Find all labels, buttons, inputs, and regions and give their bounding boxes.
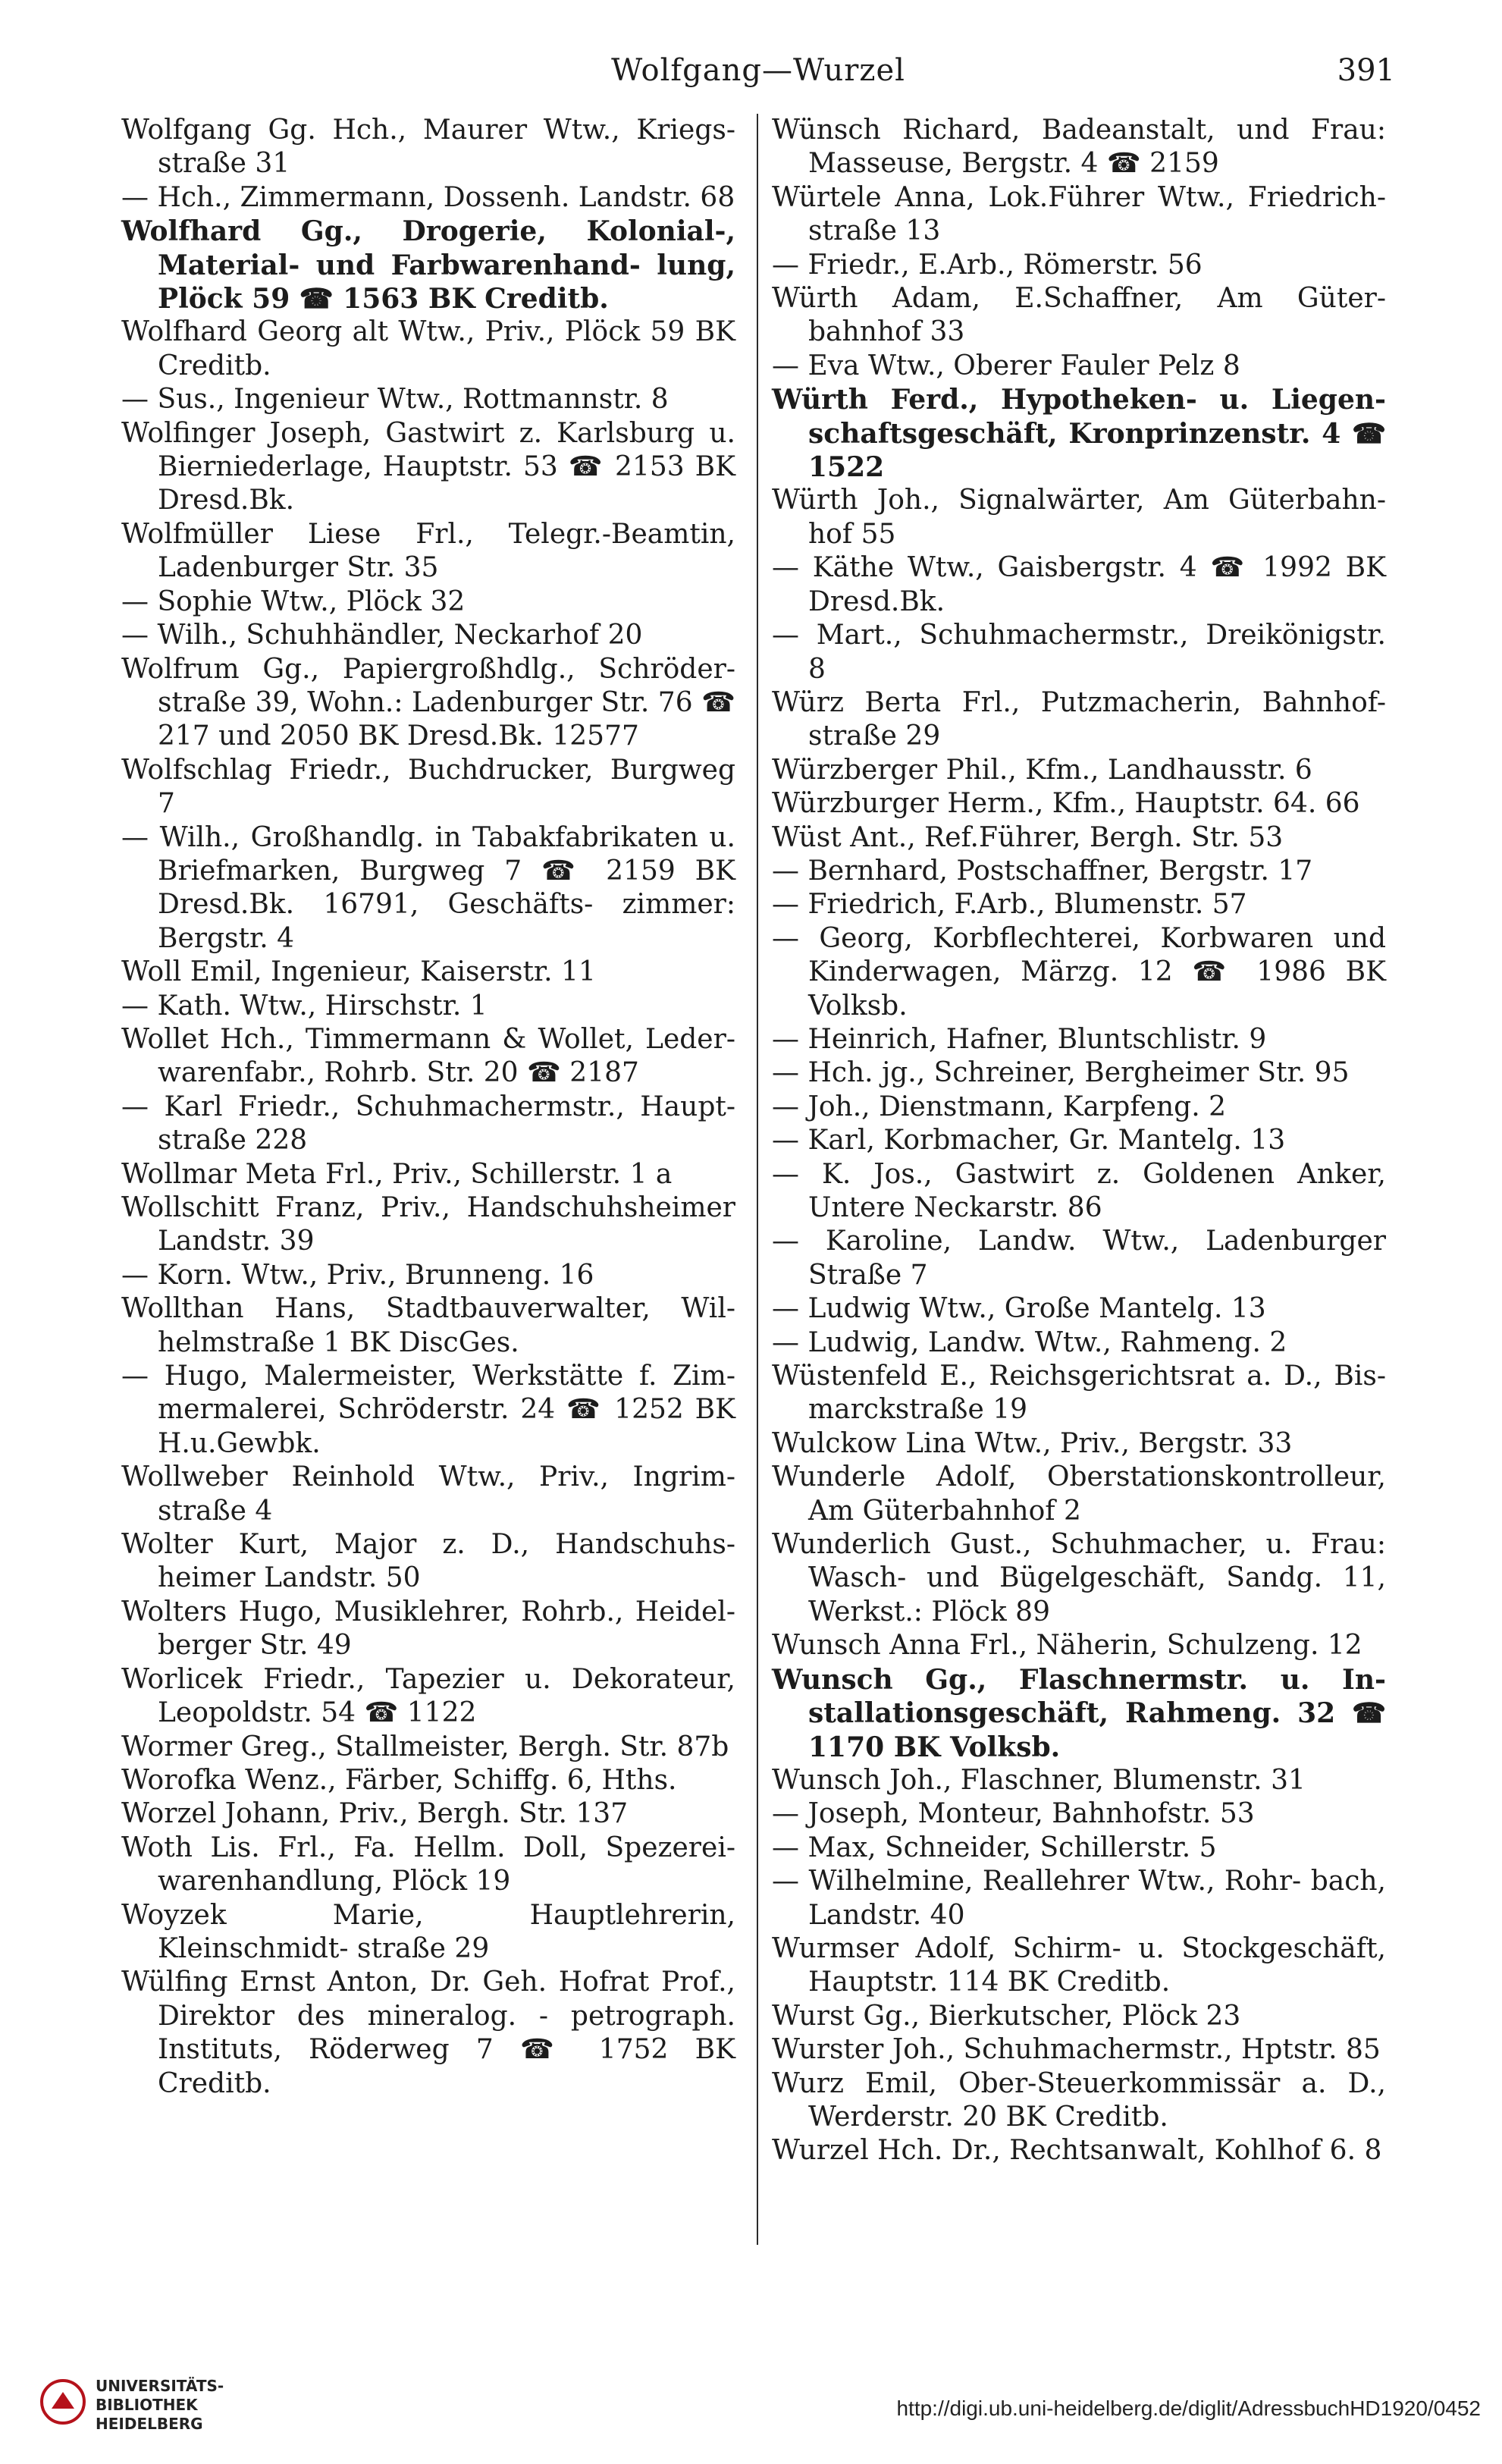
directory-entry: — Ludwig Wtw., Große Mantelg. 13 [772, 1293, 1266, 1325]
directory-entry: Wolfhard Georg alt Wtw., Priv., Plöck 59 BK Creditb. [121, 316, 735, 381]
left-column [121, 114, 735, 2101]
directory-entry: — Korn. Wtw., Priv., Brunneng. 16 [121, 1259, 594, 1291]
directory-entry: Wollweber Reinhold Wtw., Priv., Ingrim- straße 4 [121, 1461, 735, 1527]
directory-entry: Würtele Anna, Lok.Führer Wtw., Friedrich- straße 13 [772, 181, 1386, 247]
page-header [121, 46, 1395, 99]
logo-line: BIBLIOTHEK [96, 2396, 198, 2414]
directory-entry: Wollmar Meta Frl., Priv., Schillerstr. 1 a [121, 1158, 673, 1190]
directory-entry: Würth Joh., Signalwärter, Am Güterbahn- hof 55 [772, 485, 1386, 550]
directory-entry: Wunsch Gg., Flaschnermstr. u. In- stallationsgeschäft, Rahmeng. 32 ☎ 1170 BK Volksb. [772, 1663, 1386, 1763]
directory-entry: Wurzel Hch. Dr., Rechtsanwalt, Kohlhof 6. 8 [772, 2135, 1382, 2167]
directory-entry: — Georg, Korbflechterei, Korbwaren und Kinderwagen, Märzg. 12 ☎ 1986 BK Volksb. [772, 922, 1386, 1022]
logo-line: UNIVERSITÄTS- [96, 2377, 224, 2395]
directory-entry: Wurst Gg., Bierkutscher, Plöck 23 [772, 2000, 1241, 2032]
directory-entry: — Sus., Ingenieur Wtw., Rottmannstr. 8 [121, 384, 669, 416]
directory-entry: Würzberger Phil., Kfm., Landhausstr. 6 [772, 754, 1312, 786]
library-seal-icon [39, 2378, 86, 2425]
directory-entry: — Max, Schneider, Schillerstr. 5 [772, 1832, 1217, 1863]
directory-entry: Wurz Emil, Ober-Steuerkommissär a. D., Werderstr. 20 BK Creditb. [772, 2067, 1386, 2133]
directory-entry: — Friedrich, F.Arb., Blumenstr. 57 [772, 889, 1247, 921]
directory-entry: — Ludwig, Landw. Wtw., Rahmeng. 2 [772, 1326, 1287, 1358]
directory-entry: — Karl Friedr., Schuhmachermstr., Haupt- straße 228 [121, 1091, 735, 1157]
directory-entry: Wüst Ant., Ref.Führer, Bergh. Str. 53 [772, 821, 1284, 853]
directory-entry: — Hch. jg., Schreiner, Bergheimer Str. 95 [772, 1057, 1350, 1089]
directory-entry: — Wilh., Schuhhändler, Neckarhof 20 [121, 620, 643, 651]
directory-entry: Würz Berta Frl., Putzmacherin, Bahnhof- straße 29 [772, 686, 1386, 752]
directory-entry: Würth Adam, E.Schaffner, Am Güter- bahnhof 33 [772, 283, 1386, 348]
directory-entry: — Kath. Wtw., Hirschstr. 1 [121, 990, 488, 1022]
column-divider [757, 114, 758, 2245]
directory-entry: Wolfinger Joseph, Gastwirt z. Karlsburg u. Bierniederlage, Hauptstr. 53 ☎ 2153 BK Dresd.Bk. [121, 417, 735, 516]
directory-entry: Wolters Hugo, Musiklehrer, Rohrb., Heidel- berger Str. 49 [121, 1596, 735, 1662]
directory-entry: Wolfschlag Friedr., Buchdrucker, Burgweg 7 [121, 754, 735, 820]
directory-entry: Wolfgang Gg. Hch., Maurer Wtw., Kriegs- straße 31 [121, 115, 735, 180]
directory-entry: Wolfmüller Liese Frl., Telegr.-Beamtin, Ladenburger Str. 35 [121, 518, 735, 584]
directory-entry: Wunsch Anna Frl., Näherin, Schulzeng. 12 [772, 1630, 1362, 1662]
directory-entry: Wunsch Joh., Flaschner, Blumenstr. 31 [772, 1764, 1306, 1796]
directory-entry: Wormer Greg., Stallmeister, Bergh. Str. 87b [121, 1731, 729, 1762]
directory-entry: — Karl, Korbmacher, Gr. Mantelg. 13 [772, 1125, 1286, 1157]
directory-entry: Worzel Johann, Priv., Bergh. Str. 137 [121, 1798, 629, 1830]
directory-entry: — Wilh., Großhandlg. in Tabakfabrikaten u. Briefmarken, Burgweg 7 ☎ 2159 BK Dresd.Bk. 16791, Geschäfts- zimmer: Bergstr. 4 [121, 821, 735, 954]
directory-entry: Wolter Kurt, Major z. D., Handschuhs- heimer Landstr. 50 [121, 1529, 735, 1594]
directory-entry: — Wilhelmine, Reallehrer Wtw., Rohr- bach, Landstr. 40 [772, 1866, 1386, 1931]
directory-entry: Woll Emil, Ingenieur, Kaiserstr. 11 [121, 956, 596, 988]
directory-entry: Wünsch Richard, Badeanstalt, und Frau: Masseuse, Bergstr. 4 ☎ 2159 [772, 115, 1386, 180]
directory-entry: Würth Ferd., Hypotheken- u. Liegen- schaftsgeschäft, Kronprinzenstr. 4 ☎ 1522 [772, 384, 1386, 484]
directory-entry: Wollschitt Franz, Priv., Handschuhsheimer Landstr. 39 [121, 1192, 735, 1257]
directory-entry: Wolfrum Gg., Papiergroßhdlg., Schröder- straße 39, Wohn.: Ladenburger Str. 76 ☎ 217 und 2050 BK Dresd.Bk. 12577 [121, 653, 735, 752]
directory-entry: Woyzek Marie, Hauptlehrerin, Kleinschmidt- straße 29 [121, 1899, 735, 1964]
directory-entry: Wurmser Adolf, Schirm- u. Stockgeschäft, Hauptstr. 114 BK Creditb. [772, 1932, 1386, 1998]
page-number: 391 [1337, 53, 1395, 88]
directory-entry: Worlicek Friedr., Tapezier u. Dekorateur, Leopoldstr. 54 ☎ 1122 [121, 1663, 735, 1729]
directory-entry: — Hch., Zimmermann, Dossenh. Landstr. 68 [121, 181, 735, 213]
directory-entry: — Mart., Schuhmachermstr., Dreikönigstr. 8 [772, 620, 1386, 685]
logo-text [96, 2377, 224, 2434]
directory-entry: Wulckow Lina Wtw., Priv., Bergstr. 33 [772, 1427, 1293, 1459]
directory-entry: Wurster Joh., Schuhmachermstr., Hptstr. 85 [772, 2034, 1381, 2066]
directory-entry: — Käthe Wtw., Gaisbergstr. 4 ☎ 1992 BK Dresd.Bk. [772, 552, 1386, 617]
library-logo [39, 2374, 282, 2442]
directory-entry: — Hugo, Malermeister, Werkstätte f. Zim- mermalerei, Schröderstr. 24 ☎ 1252 BK H.u.Gewbk. [121, 1361, 735, 1459]
directory-entry: — K. Jos., Gastwirt z. Goldenen Anker, Untere Neckarstr. 86 [772, 1158, 1386, 1223]
directory-entry: Wunderlich Gust., Schuhmacher, u. Frau: Wasch- und Bügelgeschäft, Sandg. 11, Werkst.: Plöck 89 [772, 1529, 1386, 1627]
right-column [772, 114, 1386, 2168]
directory-entry: — Joh., Dienstmann, Karpfeng. 2 [772, 1091, 1226, 1122]
directory-entry: Worofka Wenz., Färber, Schiffg. 6, Hths. [121, 1764, 677, 1796]
directory-entry: — Eva Wtw., Oberer Fauler Pelz 8 [772, 350, 1240, 381]
directory-entry: — Bernhard, Postschaffner, Bergstr. 17 [772, 855, 1313, 887]
directory-entry: Wollthan Hans, Stadtbauverwalter, Wil- helmstraße 1 BK DiscGes. [121, 1293, 735, 1358]
directory-entry: Würzburger Herm., Kfm., Hauptstr. 64. 66 [772, 788, 1360, 820]
directory-entry: Woth Lis. Frl., Fa. Hellm. Doll, Spezerei- warenhandlung, Plöck 19 [121, 1832, 735, 1897]
directory-entry: — Karoline, Landw. Wtw., Ladenburger Straße 7 [772, 1226, 1386, 1291]
directory-entry: — Sophie Wtw., Plöck 32 [121, 585, 466, 617]
directory-entry: Wunderle Adolf, Oberstationskontrolleur, Am Güterbahnhof 2 [772, 1461, 1386, 1527]
directory-entry: Wülfing Ernst Anton, Dr. Geh. Hofrat Prof., Direktor des mineralog. - petrograph. Instituts, Röderweg 7 ☎ 1752 BK Creditb. [121, 1966, 735, 2099]
directory-entry: Wüstenfeld E., Reichsgerichtsrat a. D., Bis- marckstraße 19 [772, 1361, 1386, 1426]
logo-line: HEIDELBERG [96, 2415, 203, 2433]
running-title: Wolfgang—Wurzel [611, 53, 905, 88]
directory-entry: Wolfhard Gg., Drogerie, Kolonial-, Material- und Farbwarenhand- lung, Plöck 59 ☎ 1563 BK Creditb. [121, 215, 735, 315]
source-url-link[interactable]: http://digi.ub.uni-heidelberg.de/diglit/AdressbuchHD1920/0452 [896, 2397, 1481, 2420]
directory-entry: — Friedr., E.Arb., Römerstr. 56 [772, 249, 1203, 281]
directory-entry: — Joseph, Monteur, Bahnhofstr. 53 [772, 1798, 1255, 1830]
directory-entry: Wollet Hch., Timmermann & Wollet, Leder- warenfabr., Rohrb. Str. 20 ☎ 2187 [121, 1023, 735, 1089]
directory-entry: — Heinrich, Hafner, Bluntschlistr. 9 [772, 1023, 1267, 1055]
